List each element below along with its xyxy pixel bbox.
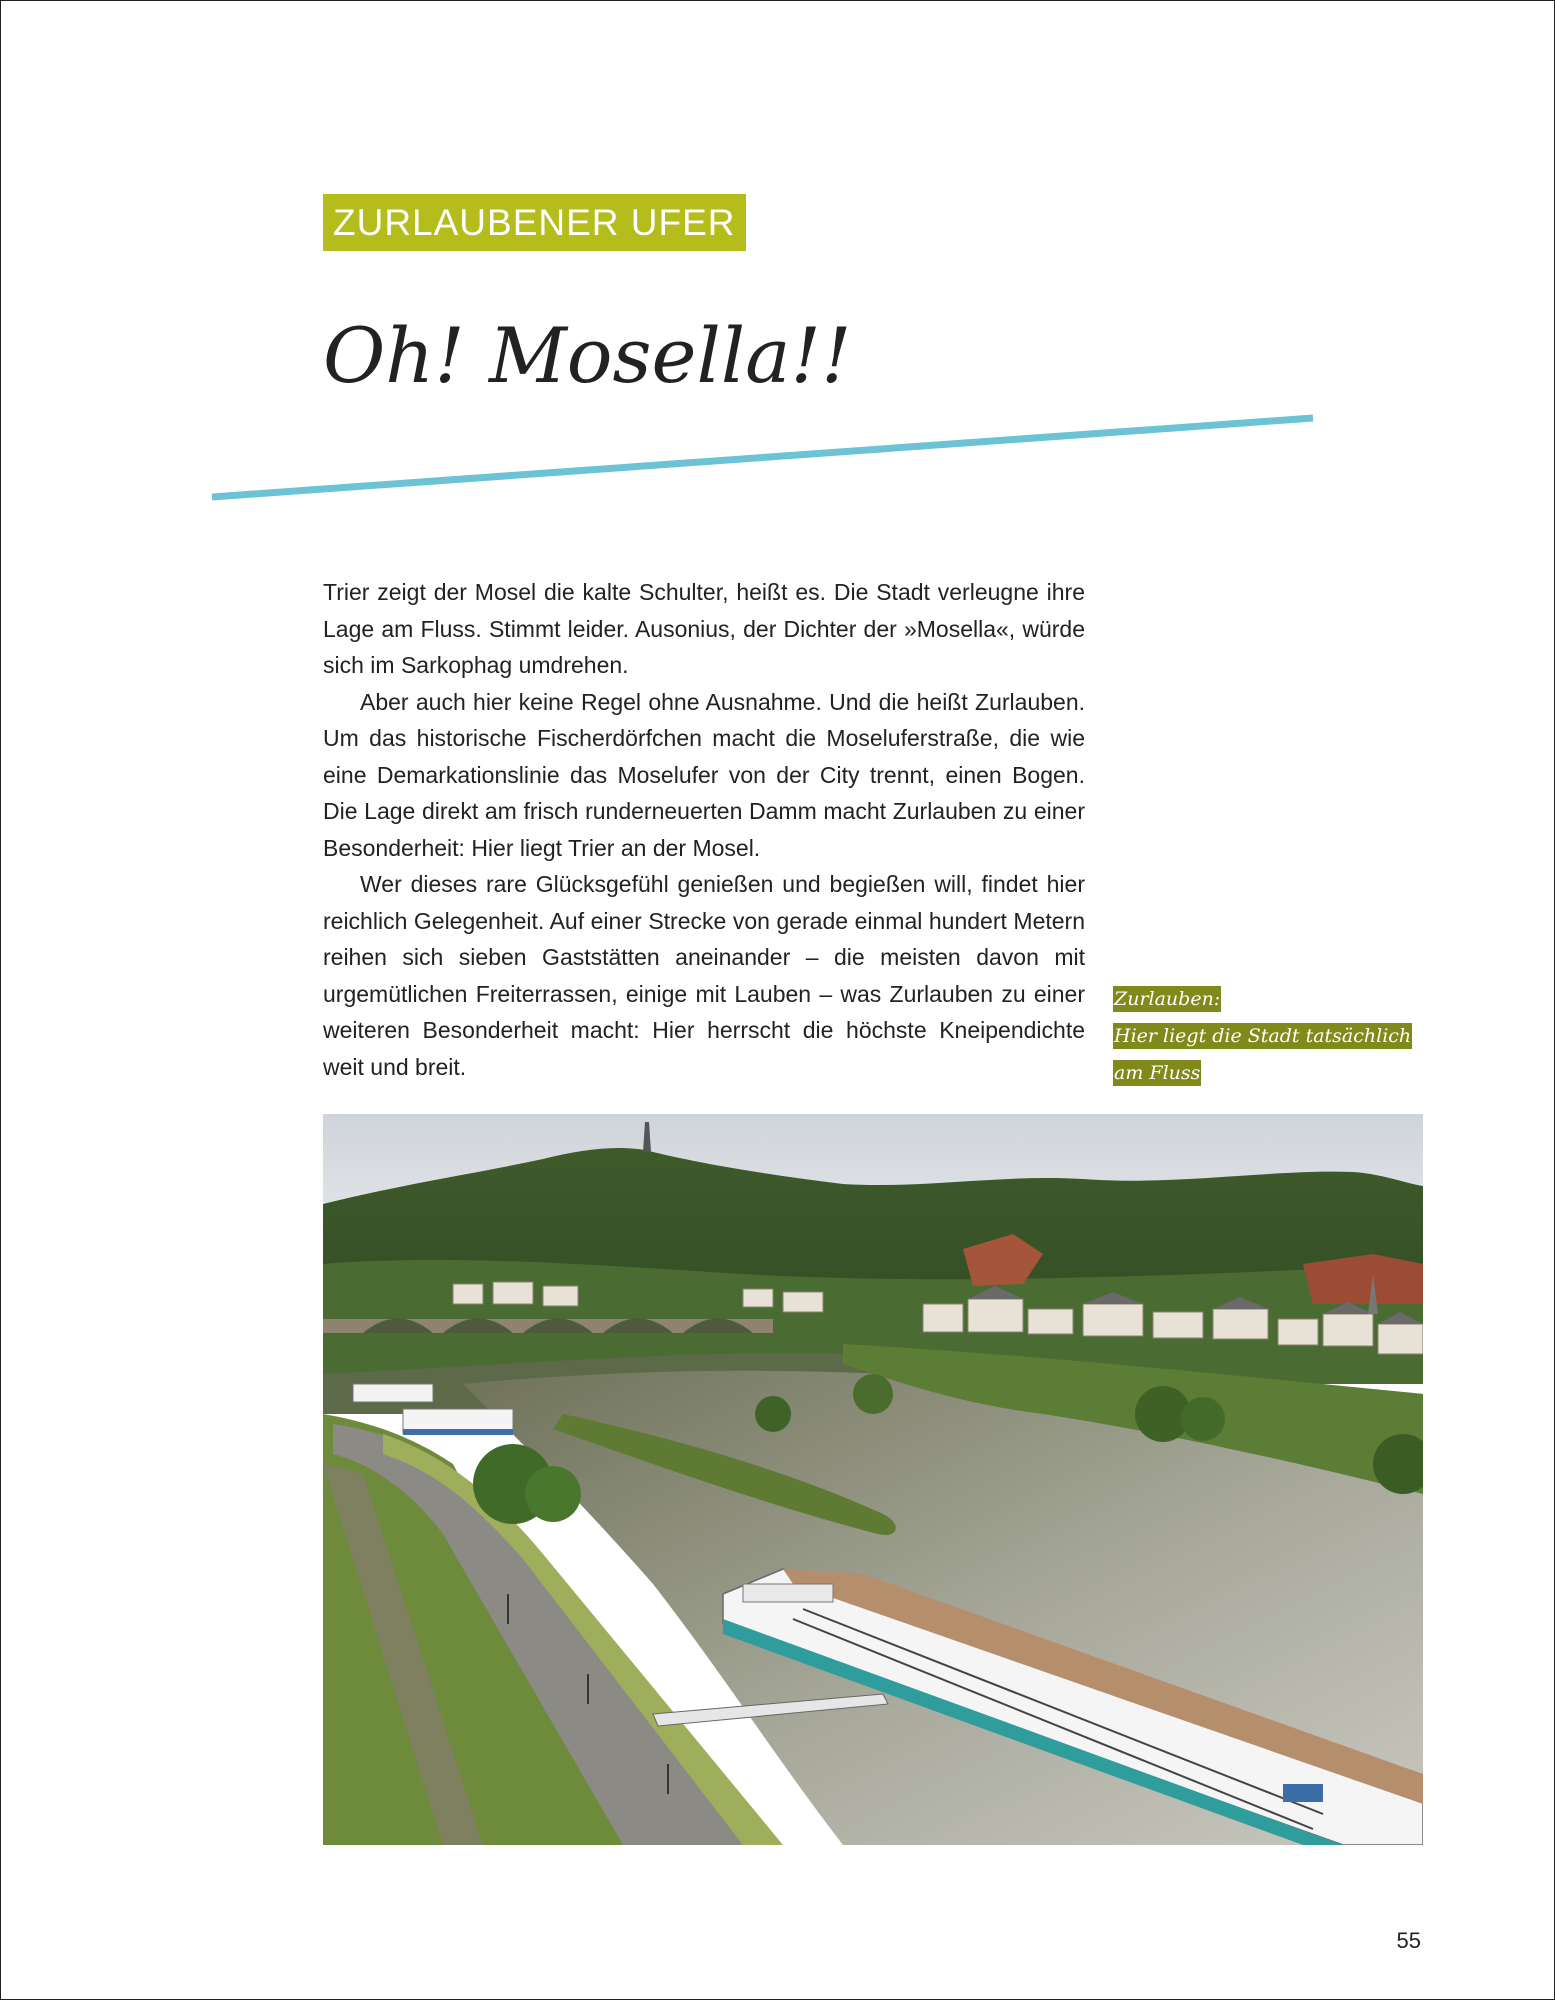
page-number: 55: [1396, 1928, 1421, 1953]
caption-line-2: Hier liegt die Stadt tatsächlich: [1114, 1025, 1412, 1047]
section-label: ZURLAUBENER UFER: [323, 194, 746, 251]
article-title: Oh! Mosella!!: [323, 311, 852, 400]
caption-line-3: am Fluss: [1114, 1062, 1201, 1084]
article-body: [323, 574, 1085, 1085]
caption-line-1: Zurlauben:: [1114, 988, 1221, 1010]
paragraph-3: Wer dieses rare Glücksgefühl genießen und begießen will, findet hier reichlich Gelegenheit. Auf einer Strecke von gerade einmal hundert Metern reihen sich sieben Gaststätten aneinander – die meisten davon mit urgemütlichen Freiterrassen, einige mit Lauben – was Zurlauben zu einer weiteren Besonderheit macht: Hier herrscht die höchste Kneipendichte weit und breit.: [323, 871, 1085, 1080]
paragraph-2: Aber auch hier keine Regel ohne Ausnahme. Und die heißt Zurlauben. Um das historische Fischerdörfchen macht die Moseluferstraße, die wie eine Demarkationslinie das Moselufer von der City trennt, einen Bogen. Die Lage direkt am frisch runderneuerten Damm macht Zurlauben zu einer Besonderheit: Hier liegt Trier an der Mosel.: [323, 688, 1085, 861]
moselle-river-photo: [323, 1114, 1423, 1845]
bridge: [323, 1319, 773, 1334]
photo-caption: [1113, 981, 1433, 1092]
paragraph-1: Trier zeigt der Mosel die kalte Schulter, heißt es. Die Stadt verleugne ihre Lage am Fluss. Stimmt leider. Ausonius, der Dichter der »Mosella«, würde sich im Sarkophag umdrehen.: [323, 579, 1085, 678]
